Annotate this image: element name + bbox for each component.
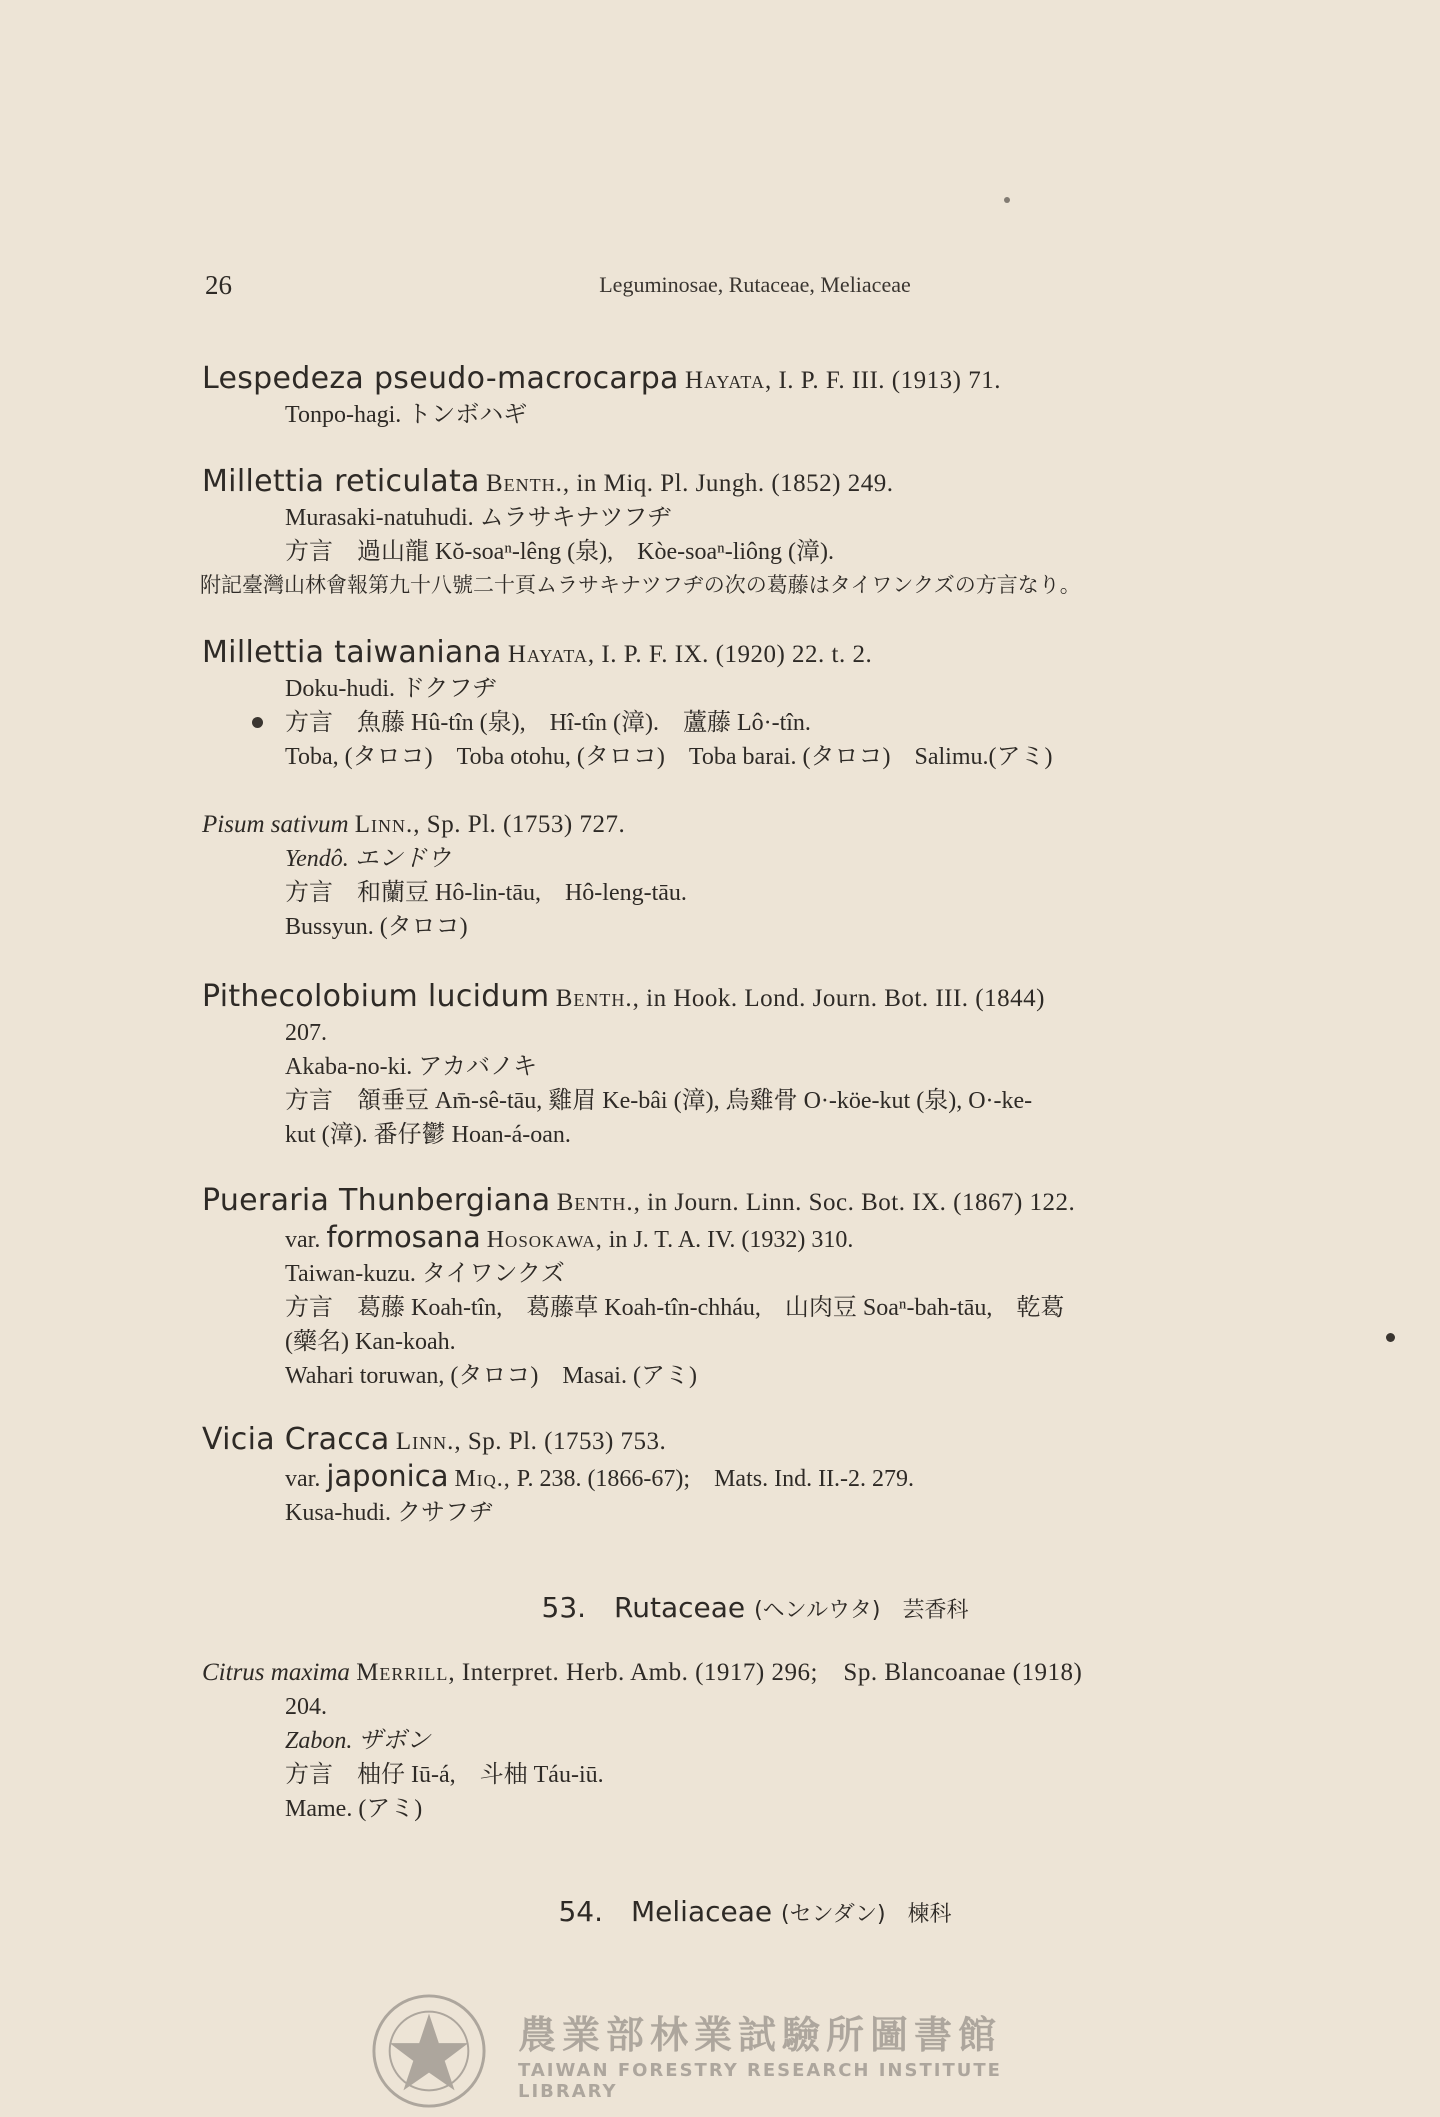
vernacular-line: Tonpo-hagi. トンボハギ: [285, 402, 528, 428]
vernacular-line: Zabon. ザボン: [285, 1728, 431, 1754]
species-reference: I. P. F. IX. (1920) 22. t. 2.: [601, 641, 873, 668]
species-author: Hayata,: [684, 367, 773, 394]
species-reference: Sp. Pl. (1753) 727.: [426, 811, 626, 838]
appendix-note: 附記臺灣山林會報第九十八號二十頁ムラサキナツフヂの次の葛藤はタイワンクズの方言なり。: [200, 573, 1081, 597]
species-name: Vicia Cracca: [202, 1422, 390, 1457]
variety-line: [202, 1459, 1232, 1496]
species-name: Pithecolobium lucidum: [202, 979, 550, 1014]
dialect-line-continued: (藥名) Kan-koah.: [285, 1329, 456, 1355]
library-seal-logo: [370, 1992, 488, 2110]
species-entry-citrus-maxima: [202, 1656, 1232, 1826]
aboriginal-names-line: Toba, (タロコ) Toba otohu, (タロコ) Toba barai. (タロコ) Salimu.(アミ): [285, 744, 1053, 770]
aboriginal-names-line: Wahari toruwan, (タロコ) Masai. (アミ): [285, 1363, 697, 1389]
reference-continuation: 207.: [285, 1020, 327, 1046]
dialect-line: 方言 葛藤 Koah-tîn, 葛藤草 Koah-tîn-chháu, 山肉豆 Soaⁿ-bah-tāu, 乾葛: [285, 1295, 1065, 1321]
library-watermark: [370, 1990, 1090, 2100]
vernacular-line: Yendô. エンドウ: [285, 846, 451, 872]
species-name: Millettia taiwaniana: [202, 635, 502, 670]
variety-author: Hosokawa,: [486, 1227, 603, 1253]
species-author: Merrill,: [356, 1659, 456, 1686]
aboriginal-names-line: Bussyun. (タロコ): [285, 914, 468, 940]
variety-reference: in J. T. A. IV. (1932) 310.: [608, 1227, 854, 1253]
vernacular-line: Taiwan-kuzu. タイワンクズ: [285, 1261, 565, 1287]
species-name: Pisum sativum: [202, 811, 349, 838]
family-japanese-name: (センダン) 楝科: [781, 1902, 952, 1927]
variety-line: [202, 1220, 1232, 1257]
species-author: Benth.,: [555, 985, 640, 1012]
reference-continuation: 204.: [285, 1694, 327, 1720]
vernacular-line: Doku-hudi. ドクフヂ: [285, 676, 497, 702]
species-author: Linn.,: [354, 811, 421, 838]
family-title: 53. Rutaceae: [541, 1591, 746, 1624]
vernacular-line: Kusa-hudi. クサフヂ: [285, 1500, 493, 1526]
dialect-line: 方言 魚藤 Hû-tîn (泉), Hî-tîn (漳). 蘆藤 Lô·-tîn.: [285, 710, 811, 736]
vernacular-line: Murasaki-natuhudi. ムラサキナツフヂ: [285, 505, 672, 531]
variety-label: var.: [285, 1227, 321, 1253]
family-japanese-name: (ヘンルウタ) 芸香科: [754, 1598, 969, 1623]
variety-label: var.: [285, 1466, 321, 1492]
running-head: Leguminosae, Rutaceae, Meliaceae: [599, 272, 911, 297]
family-heading-meliaceae: [0, 1890, 1440, 1930]
species-name: Citrus maxima: [202, 1659, 350, 1686]
species-entry-vicia-cracca: [202, 1423, 1232, 1530]
variety-name: japonica: [326, 1459, 449, 1493]
vernacular-line: Akaba-no-ki. アカバノキ: [285, 1054, 538, 1080]
dialect-line-continued: kut (漳). 番仔鬱 Hoan-á-oan.: [285, 1122, 571, 1148]
ink-speck: [1386, 1333, 1395, 1342]
species-reference: I. P. F. III. (1913) 71.: [778, 367, 1001, 394]
variety-reference: P. 238. (1866-67); Mats. Ind. II.-2. 279.: [516, 1466, 915, 1492]
species-entry-millettia-taiwaniana: [202, 636, 1232, 774]
species-author: Benth.,: [485, 470, 571, 497]
species-reference: in Hook. Lond. Journ. Bot. III. (1844): [646, 985, 1045, 1012]
species-reference: Interpret. Herb. Amb. (1917) 296; Sp. Blancoanae (1918): [461, 1659, 1083, 1686]
species-entry-pisum-sativum: [202, 808, 1232, 944]
species-author: Hayata,: [507, 641, 596, 668]
species-entry-pueraria: [202, 1184, 1232, 1393]
species-entry-pithecolobium: [202, 980, 1232, 1152]
variety-name: formosana: [326, 1220, 481, 1254]
dialect-line: 方言 和蘭豆 Hô-lin-tāu, Hô-leng-tāu.: [285, 880, 687, 906]
dialect-line: 方言 頷垂豆 Am̄-sê-tāu, 雞眉 Ke-bâi (漳), 烏雞骨 O·-köe-kut (泉), O·-ke-: [285, 1088, 1033, 1114]
variety-author: Miq.,: [454, 1466, 511, 1492]
species-reference: in Miq. Pl. Jungh. (1852) 249.: [576, 470, 894, 497]
species-entry-lespedeza: [202, 362, 1232, 432]
family-heading-rutaceae: [0, 1586, 1440, 1626]
library-name-english: TAIWAN FORESTRY RESEARCH INSTITUTE LIBRARY: [518, 2060, 1002, 2102]
species-reference: Sp. Pl. (1753) 753.: [467, 1428, 667, 1455]
ink-speck: [252, 717, 263, 728]
page-number: 26: [205, 270, 232, 300]
dialect-line: 方言 過山龍 Kŏ-soaⁿ-lêng (泉), Kòe-soaⁿ-liông (漳).: [285, 539, 835, 565]
dialect-line: 方言 柚仔 Iū-á, 斗柚 Táu-iū.: [285, 1762, 604, 1788]
species-reference: in Journ. Linn. Soc. Bot. IX. (1867) 122.: [647, 1189, 1076, 1216]
species-name: Millettia reticulata: [202, 464, 480, 499]
library-name-chinese: 農業部林業試驗所圖書館: [518, 2013, 1003, 2057]
species-author: Linn.,: [395, 1428, 462, 1455]
family-title: 54. Meliaceae: [558, 1895, 773, 1928]
species-name: Lespedeza pseudo-macrocarpa: [202, 361, 679, 396]
ink-speck: [1004, 197, 1010, 203]
aboriginal-names-line: Mame. (アミ): [285, 1796, 423, 1822]
species-name: Pueraria Thunbergiana: [202, 1183, 551, 1218]
species-author: Benth.,: [556, 1189, 641, 1216]
species-entry-millettia-reticulata: [202, 465, 1232, 601]
